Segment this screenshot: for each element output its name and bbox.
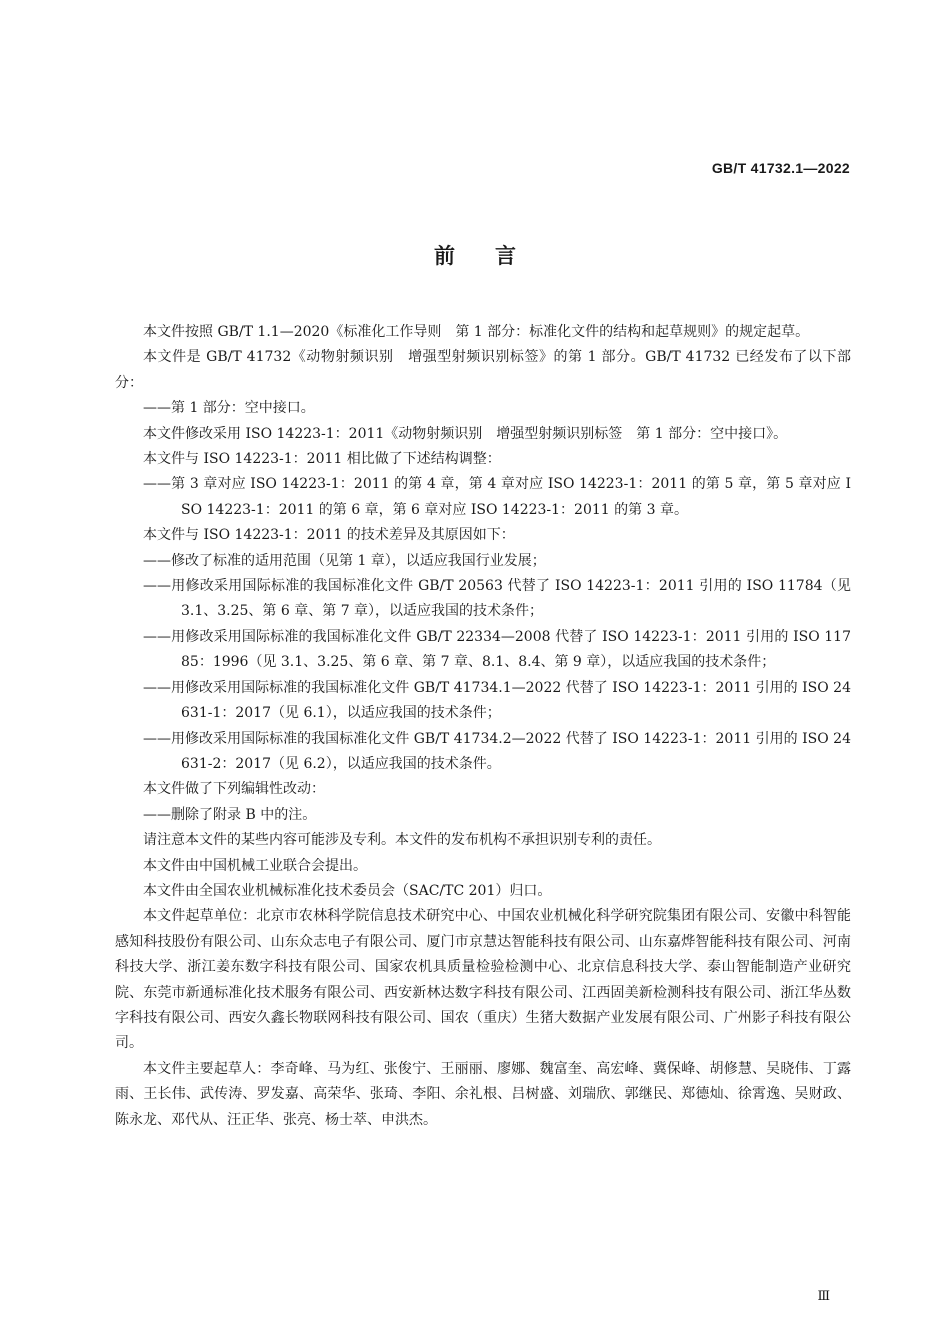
paragraph: 本文件与 ISO 14223-1：2011 相比做了下述结构调整： — [143, 451, 501, 468]
page-number: Ⅲ — [817, 1288, 830, 1303]
foreword-body — [115, 320, 851, 1133]
list-item: ——修改了标准的适用范围（见第 1 章），以适应我国行业发展； — [143, 552, 546, 569]
paragraph: 本文件主要起草人：李奇峰、马为红、张俊宁、王丽丽、廖娜、魏富奎、高宏峰、冀保峰、胡修慧、吴晓伟、丁露雨、王长伟、武传涛、罗发嘉、高荣华、张琦、李阳、余礼根、吕树盛、刘瑞欣、郭继民、郑德灿、徐霄逸、吴财政、陈永龙、邓代从、汪正华、张亮、杨士萃、申洪杰。 — [115, 1060, 851, 1128]
paragraph: 本文件修改采用 ISO 14223-1：2011《动物射频识别 增强型射频识别标签 第 1 部分：空中接口》。 — [143, 425, 788, 442]
paragraph: 本文件做了下列编辑性改动： — [143, 781, 325, 798]
standard-number: GB/T 41732.1—2022 — [711, 160, 850, 176]
paragraph: 请注意本文件的某些内容可能涉及专利。本文件的发布机构不承担识别专利的责任。 — [143, 832, 661, 849]
page-title: 前言 — [434, 244, 556, 268]
paragraph: 本文件起草单位：北京市农林科学院信息技术研究中心、中国农业机械化科学研究院集团有限公司、安徽中科智能感知科技股份有限公司、山东众志电子有限公司、厦门市京慧达智能科技有限公司、山东嘉烨智能科技有限公司、河南科技大学、浙江姜东数字科技有限公司、国家农机具质量检验检测中心、北京信息科技大学、泰山智能制造产业研究院、东莞市新通标准化技术服务有限公司、西安新林达数字科技有限公司、江西固美新检测科技有限公司、浙江华丛数字科技有限公司、西安久鑫长物联网科技有限公司、国农（重庆）生猪大数据产业发展有限公司、广州影子科技有限公司。 — [115, 908, 851, 1052]
list-item: ——删除了附录 B 中的注。 — [143, 806, 317, 823]
paragraph: 本文件按照 GB/T 1.1—2020《标准化工作导则 第 1 部分：标准化文件的结构和起草规则》的规定起草。 — [143, 324, 810, 340]
list-item: ——第 1 部分：空中接口。 — [143, 400, 315, 417]
paragraph: 本文件与 ISO 14223-1：2011 的技术差异及其原因如下： — [143, 527, 515, 544]
list-item: ——用修改采用国际标准的我国标准化文件 GB/T 20563 代替了 ISO 14223-1：2011 引用的 ISO 11784（见 3.1、3.25、第 6 章、第 7 章），以适应我国的技术条件； — [143, 578, 851, 620]
list-item: ——第 3 章对应 ISO 14223-1：2011 的第 4 章，第 4 章对应 ISO 14223-1：2011 的第 5 章，第 5 章对应 ISO 14223-1：2011 的第 6 章，第 6 章对应 ISO 14223-1：2011 的第 3 章。 — [143, 476, 851, 518]
paragraph: 本文件是 GB/T 41732《动物射频识别 增强型射频识别标签》的第 1 部分。GB/T 41732 已经发布了以下部分： — [115, 349, 851, 391]
list-item: ——用修改采用国际标准的我国标准化文件 GB/T 22334—2008 代替了 ISO 14223-1：2011 引用的 ISO 11785：1996（见 3.1、3.25、第 6 章、第 7 章、8.1、8.4、第 9 章），以适应我国的技术条件； — [143, 628, 851, 671]
paragraph: 本文件由中国机械工业联合会提出。 — [143, 857, 367, 874]
list-item: ——用修改采用国际标准的我国标准化文件 GB/T 41734.2—2022 代替了 ISO 14223-1：2011 引用的 ISO 24631-2：2017（见 6.2），以适应我国的技术条件。 — [143, 730, 851, 772]
list-item: ——用修改采用国际标准的我国标准化文件 GB/T 41734.1—2022 代替了 ISO 14223-1：2011 引用的 ISO 24631-1：2017（见 6.1），以适应我国的技术条件； — [143, 679, 851, 722]
paragraph: 本文件由全国农业机械标准化技术委员会（SAC/TC 201）归口。 — [143, 882, 552, 899]
